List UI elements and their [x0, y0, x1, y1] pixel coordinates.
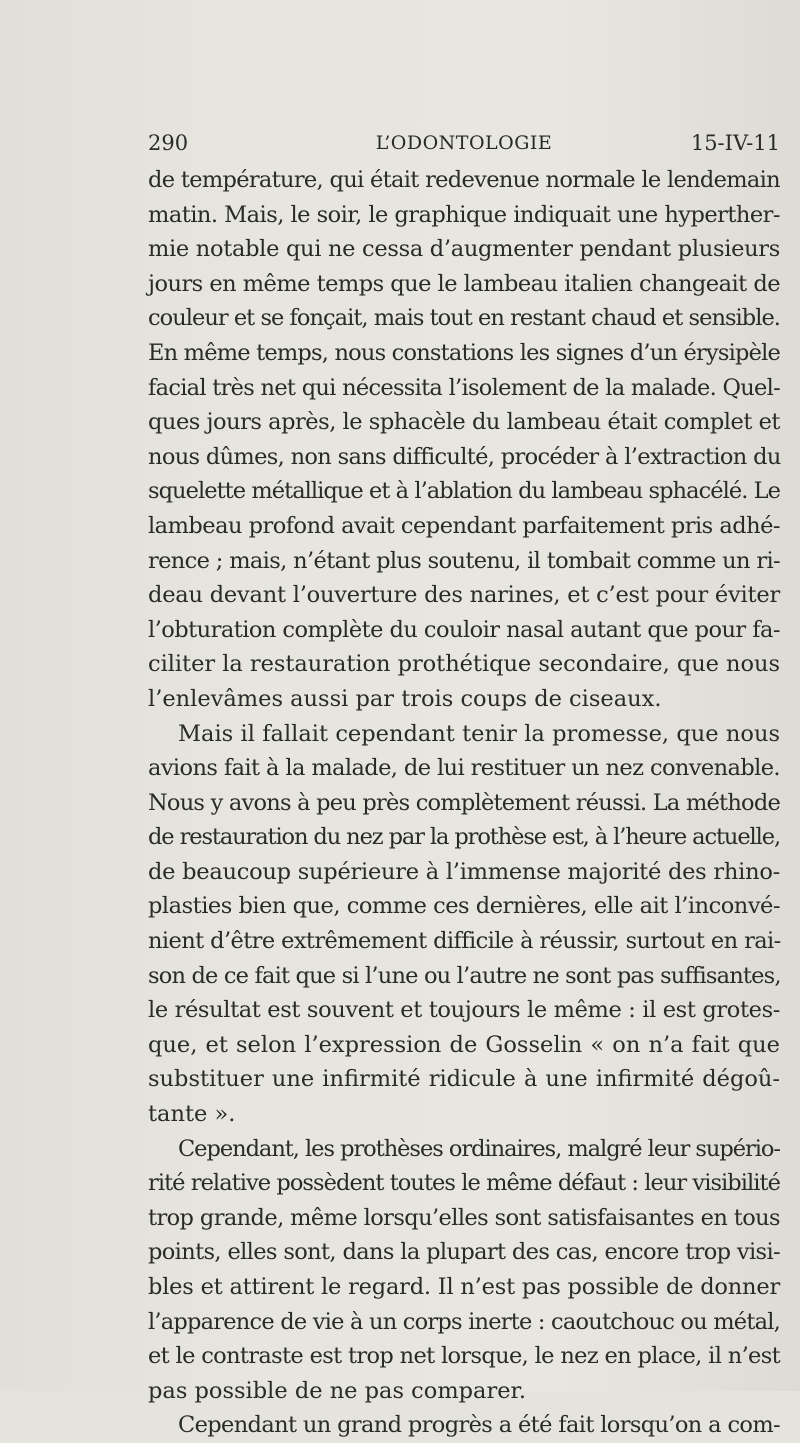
text-line: nous dûmes, non sans difficulté, procéder à l’extraction du — [148, 443, 781, 470]
text-line: pas possible de ne pas comparer. — [148, 1377, 526, 1404]
text-line: plasties bien que, comme ces dernières, elle ait l’inconvé- — [148, 893, 780, 920]
text-line: bles et attirent le regard. Il n’est pas possible de donner — [148, 1274, 780, 1300]
text-line: squelette métallique et à l’ablation du lambeau sphacélé. Le — [148, 478, 780, 505]
text-line: de beaucoup supérieure à l’immense majorité des rhino- — [148, 858, 780, 885]
page-number: 290 — [148, 131, 189, 155]
text-line: jours en même temps que le lambeau italien changeait de — [148, 270, 780, 297]
running-title: L’ODONTOLOGIE — [375, 132, 553, 154]
page-header — [148, 128, 780, 158]
text-line: tante ». — [148, 1101, 236, 1128]
text-line: l’enlevâmes aussi par trois coups de ciseaux. — [148, 685, 662, 712]
text-line: ques jours après, le sphacèle du lambeau était complet et — [148, 409, 780, 436]
text-line: deau devant l’ouverture des narines, et c’est pour éviter — [148, 582, 780, 609]
text-line: En même temps, nous constations les signes d’un érysipèle — [148, 339, 780, 366]
text-line: substituer une infirmité ridicule à une infirmité dégoû- — [148, 1066, 780, 1093]
text-line: son de ce fait que si l’une ou l’autre ne sont pas suffisantes, — [148, 962, 781, 989]
text-line: nient d’être extrêmement difficile à réussir, surtout en rai- — [148, 928, 781, 955]
text-line: de restauration du nez par la prothèse est, à l’heure actuelle, — [148, 824, 781, 851]
text-line: ciliter la restauration prothétique secondaire, que nous — [148, 651, 780, 678]
text-line: trop grande, même lorsqu’elles sont satisfaisantes en tous — [148, 1204, 780, 1231]
text-line: matin. Mais, le soir, le graphique indiquait une hyperther- — [148, 201, 780, 228]
text-line: Nous y avons à peu près complètement réussi. La méthode — [148, 789, 780, 816]
text-line: mie notable qui ne cessa d’augmenter pendant plusieurs — [148, 236, 780, 263]
text-line: et le contraste est trop net lorsque, le nez en place, il n’est — [148, 1343, 780, 1370]
text-line: Cependant un grand progrès a été fait lorsqu’on a com- — [178, 1412, 781, 1439]
issue-date: 15-IV-11 — [690, 131, 780, 155]
text-line: avions fait à la malade, de lui restituer un nez convenable. — [148, 755, 780, 782]
text-line: que, et selon l’expression de Gosselin « on n’a fait que — [148, 1031, 780, 1058]
text-line: de température, qui était redevenue normale le lendemain — [148, 167, 780, 193]
text-line: rence ; mais, n’étant plus soutenu, il tombait comme un ri- — [148, 547, 780, 574]
text-line: Mais il fallait cependant tenir la promesse, que nous — [178, 720, 780, 747]
text-line: le résultat est souvent et toujours le même : il est grotes- — [148, 997, 780, 1024]
text-line: l’apparence de vie à un corps inerte : caoutchouc ou métal, — [148, 1308, 780, 1335]
text-line: rité relative possèdent toutes le même défaut : leur visibilité — [148, 1170, 781, 1197]
text-line: lambeau profond avait cependant parfaitement pris adhé- — [148, 512, 780, 539]
text-line: Cependant, les prothèses ordinaires, malgré leur supério- — [178, 1135, 780, 1162]
body-text — [148, 163, 780, 1443]
text-line: couleur et se fonçait, mais tout en restant chaud et sensible. — [148, 305, 780, 332]
text-line: points, elles sont, dans la plupart des cas, encore trop visi- — [148, 1239, 780, 1266]
text-line: facial très net qui nécessita l’isolement de la malade. Quel- — [148, 374, 780, 401]
text-line: l’obturation complète du couloir nasal autant que pour fa- — [148, 616, 780, 643]
